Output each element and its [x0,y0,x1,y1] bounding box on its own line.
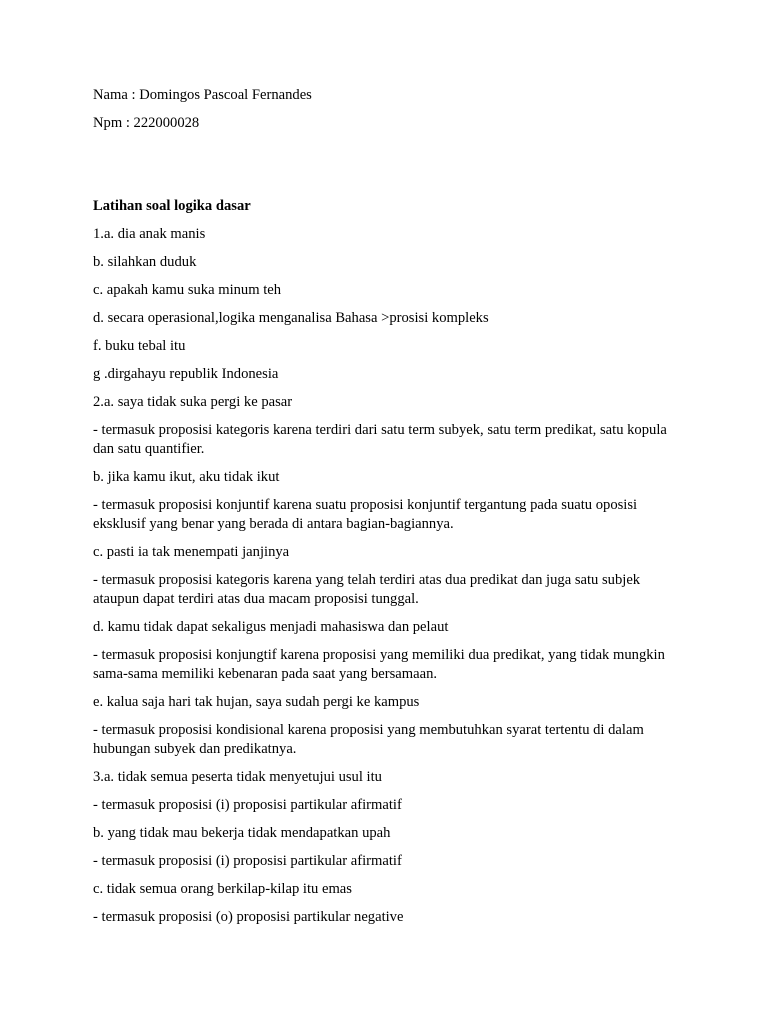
exercise-line: c. tidak semua orang berkilap-kilap itu emas [93,881,352,897]
exercise-line: - termasuk proposisi konjungtif karena proposisi yang memiliki dua predikat, yang tidak mungkin sama-sama memiliki kebenaran pada saat yang bersamaan. [93,647,665,682]
spacer [93,142,683,197]
exercise-line: - termasuk proposisi (o) proposisi partikular negative [93,909,404,925]
exercise-line: - termasuk proposisi (i) proposisi partikular afirmatif [93,853,402,869]
exercise-line: 3.a. tidak semua peserta tidak menyetujui usul itu [93,769,382,785]
exercise-line: - termasuk proposisi kategoris karena terdiri dari satu term subyek, satu term predikat, satu kopula dan satu quantifier. [93,422,667,457]
document-page [93,86,683,936]
exercise-list [93,225,683,927]
exercise-line: g .dirgahayu republik Indonesia [93,366,279,382]
exercise-line: b. yang tidak mau bekerja tidak mendapatkan upah [93,825,391,841]
student-info [93,86,683,133]
exercise-line: d. secara operasional,logika menganalisa Bahasa >prosisi kompleks [93,310,489,326]
exercise-line: 2.a. saya tidak suka pergi ke pasar [93,394,293,410]
exercise-line: f. buku tebal itu [93,338,186,354]
exercise-line: c. apakah kamu suka minum teh [93,282,282,298]
exercise-line: - termasuk proposisi kategoris karena yang telah terdiri atas dua predikat dan juga satu subjek ataupun dapat terdiri atas dua macam proposisi tunggal. [93,572,641,607]
student-npm: Npm : 222000028 [93,115,200,131]
exercise-line: e. kalua saja hari tak hujan, saya sudah pergi ke kampus [93,694,420,710]
exercise-line: 1.a. dia anak manis [93,226,206,242]
exercise-line: b. jika kamu ikut, aku tidak ikut [93,469,280,485]
exercise-line: - termasuk proposisi kondisional karena proposisi yang membutuhkan syarat tertentu di dalam hubungan subyek dan predikatnya. [93,722,644,757]
exercise-line: b. silahkan duduk [93,254,197,270]
exercise-line: c. pasti ia tak menempati janjinya [93,544,290,560]
exercise-line: d. kamu tidak dapat sekaligus menjadi mahasiswa dan pelaut [93,619,449,635]
exercise-line: - termasuk proposisi (i) proposisi partikular afirmatif [93,797,402,813]
exercise-line: - termasuk proposisi konjuntif karena suatu proposisi konjuntif tergantung pada suatu oposisi eksklusif yang benar yang berada di antara bagian-bagiannya. [93,497,638,532]
student-name: Nama : Domingos Pascoal Fernandes [93,87,312,103]
document-title: Latihan soal logika dasar [93,198,251,214]
